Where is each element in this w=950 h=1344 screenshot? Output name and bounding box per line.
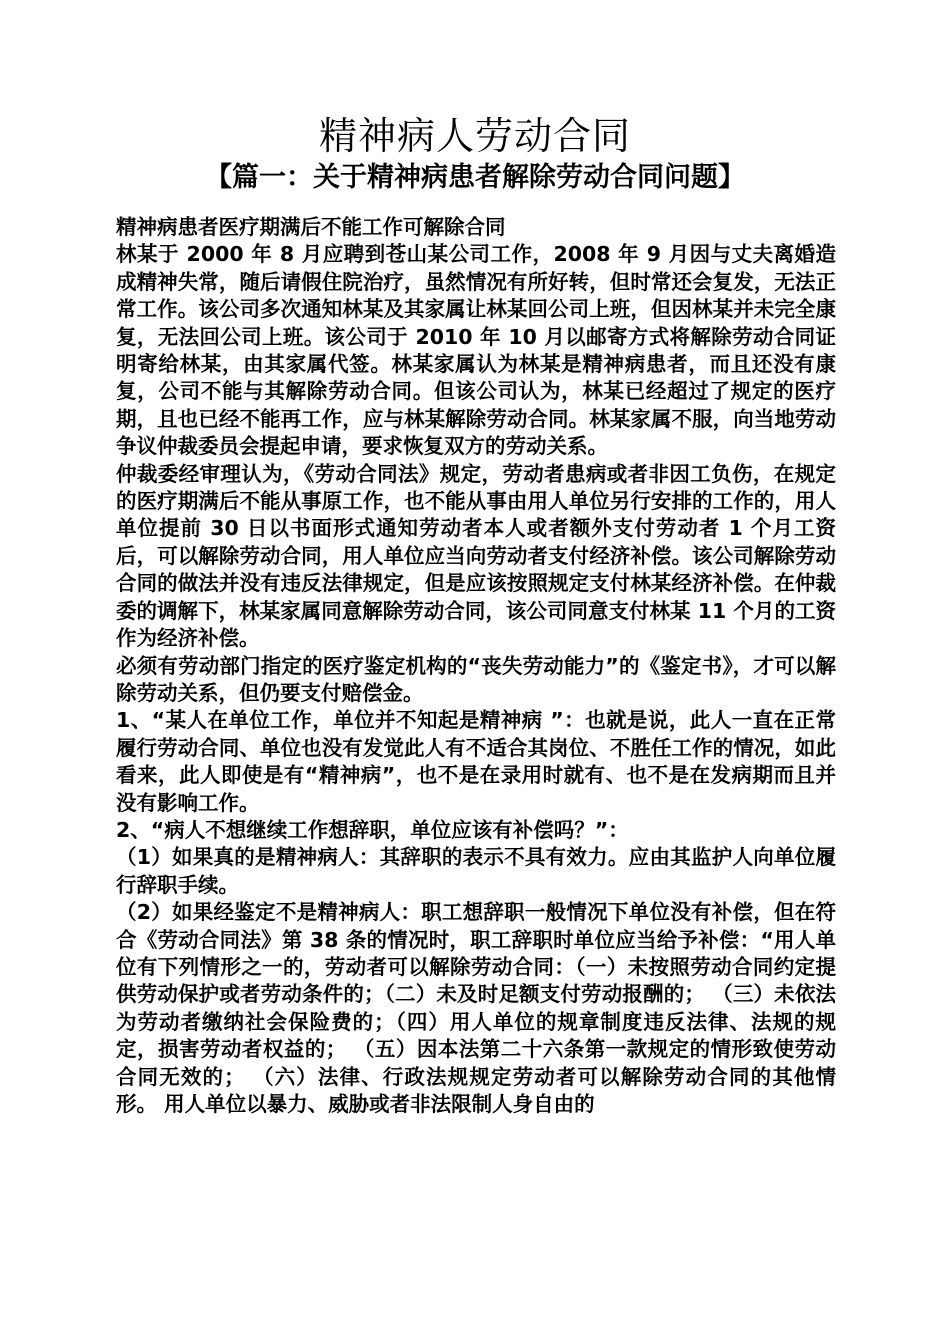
paragraph-heading: 精神病患者医疗期满后不能工作可解除合同 bbox=[116, 215, 506, 239]
paragraph: 必须有劳动部门指定的医疗鉴定机构的“丧失劳动能力”的《鉴定书》，才可以解除劳动关系，但仍要支付赔偿金。 bbox=[116, 653, 836, 705]
paragraph: （2）如果经鉴定不是精神病人：职工想辞职一般情况下单位没有补偿，但在符合《劳动合同法》第 38 条的情况时，职工辞职时单位应当给予补偿：“用人单位有下列情形之一的，劳动者可以解除劳动合同：（一）未按照劳动合同约定提供劳动保护或者劳动条件的；（二）未及时足额支付劳动报酬的； （三）未依法为劳动者缴纳社会保险费的；（四）用人单位的规章制度违反法律、法规的规定，损害劳动者权益的； （五）因本法第二十六条第一款规定的情形致使劳动合同无效的； （六）法律、行政法规规定劳动者可以解除劳动合同的其他情形。 用人单位以暴力、威胁或者非法限制人身自由的 bbox=[116, 900, 836, 1116]
document-title: 精神病人劳动合同 bbox=[318, 114, 631, 158]
paragraph: 1、“某人在单位工作，单位并不知起是精神病 ”：也就是说，此人一直在正常履行劳动合同、单位也没有发觉此人有不适合其岗位、不胜任工作的情况，如此看来，此人即使是有“精神病”，也不是在录用时就有、也不是在发病期而且并没有影响工作。 bbox=[116, 708, 836, 815]
paragraph: 2、“病人不想继续工作想辞职，单位应该有补偿吗？”： bbox=[116, 817, 629, 842]
document-subtitle: 【篇一：关于精神病患者解除劳动合同问题】 bbox=[205, 162, 745, 193]
paragraph: （1）如果真的是精神病人：其辞职的表示不具有效力。应由其监护人向单位履行辞职手续。 bbox=[116, 845, 836, 897]
document-body bbox=[116, 214, 836, 1118]
paragraph: 林某于 2000 年 8 月应聘到苍山某公司工作，2008 年 9 月因与丈夫离婚造成精神失常，随后请假住院治疗，虽然情况有所好转，但时常还会复发，无法正常工作。该公司多次通知林某及其家属让林某回公司上班，但因林某并未完全康复，无法回公司上班。该公司于 2010 年 10 月以邮寄方式将解除劳动合同证明寄给林某，由其家属代签。林某家属认为林某是精神病患者，而且还没有康复，公司不能与其解除劳动合同。但该公司认为，林某已经超过了规定的医疗期，且也已经不能再工作，应与林某解除劳动合同。林某家属不服，向当地劳动争议仲裁委员会提起申请，要求恢复双方的劳动关系。 bbox=[116, 242, 836, 459]
paragraph: 仲裁委经审理认为，《劳动合同法》规定，劳动者患病或者非因工负伤，在规定的医疗期满后不能从事原工作，也不能从事由用人单位另行安排的工作的，用人单位提前 30 日以书面形式通知劳动者本人或者额外支付劳动者 1 个月工资后，可以解除劳动合同，用人单位应当向劳动者支付经济补偿。该公司解除劳动合同的做法并没有违反法律规定，但是应该按照规定支付林某经济补偿。在仲裁委的调解下，林某家属同意解除劳动合同，该公司同意支付林某 11 个月的工资作为经济补偿。 bbox=[116, 461, 836, 651]
